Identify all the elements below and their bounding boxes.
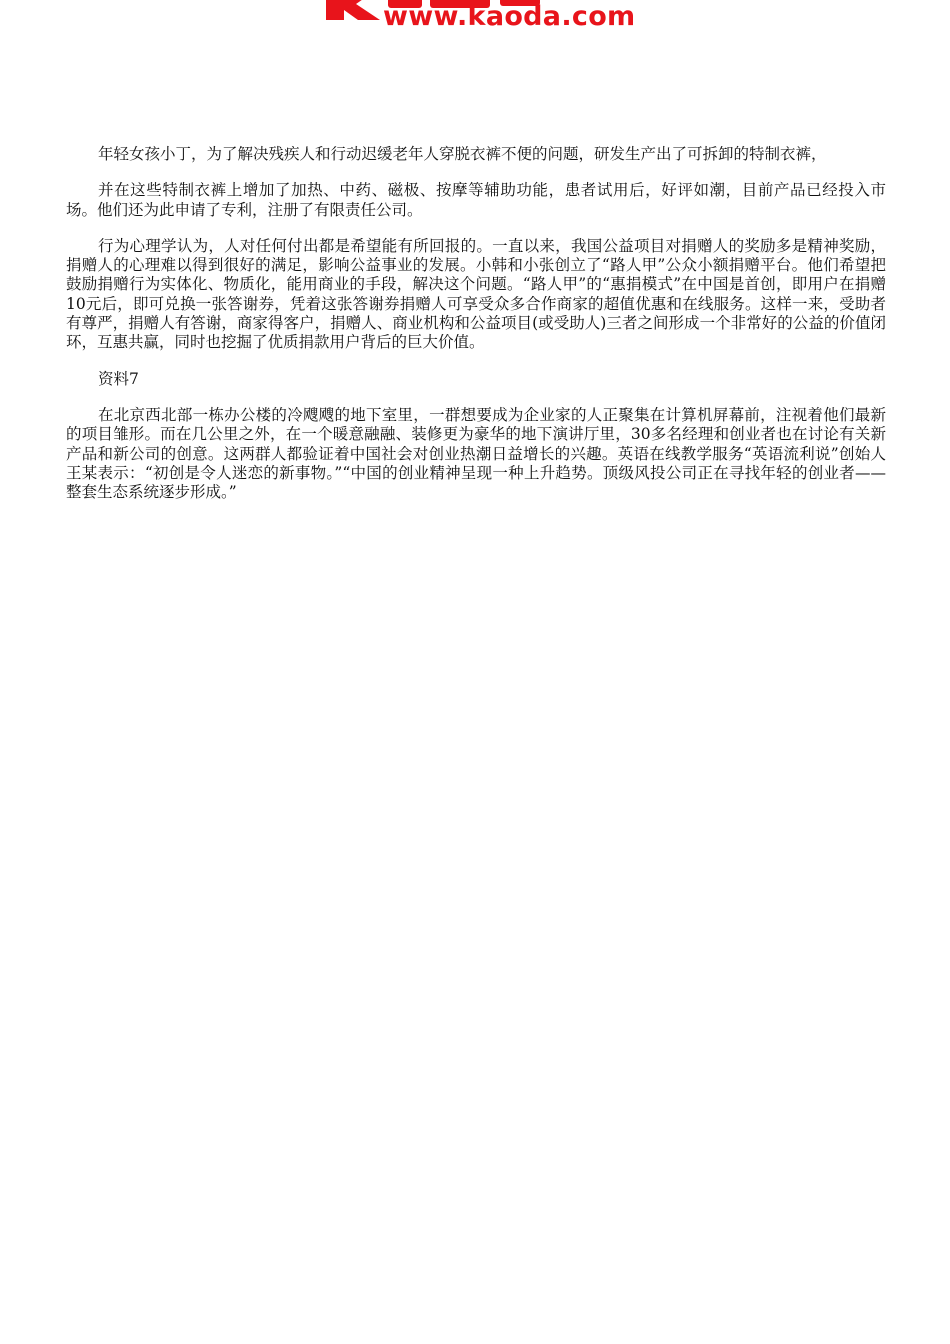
paragraph-2: 并在这些特制衣裤上增加了加热、中药、磁极、按摩等辅助功能，患者试用后，好评如潮，目前产品已经投入市场。他们还为此申请了专利，注册了有限责任公司。 — [66, 181, 886, 219]
logo-url-text[interactable]: www.kaoda.com — [383, 1, 636, 32]
page-header — [0, 0, 950, 40]
kaoda-logo-icon — [322, 0, 382, 20]
document-body — [66, 145, 886, 519]
paragraph-4: 在北京西北部一栋办公楼的冷飕飕的地下室里，一群想要成为企业家的人正聚集在计算机屏幕前，注视着他们最新的项目雏形。而在几公里之外，在一个暖意融融、装修更为豪华的地下演讲厅里，30多名经理和创业者也在讨论有关新产品和新公司的创意。这两群人都验证着中国社会对创业热潮日益增长的兴趣。英语在线教学服务“英语流利说”创始人王某表示：“初创是令人迷恋的新事物。”“中国的创业精神呈现一种上升趋势。顶级风投公司正在寻找年轻的创业者——整套生态系统逐步形成。” — [66, 405, 886, 502]
section-heading-material-7: 资料7 — [98, 369, 139, 388]
paragraph-3: 行为心理学认为，人对任何付出都是希望能有所回报的。一直以来，我国公益项目对捐赠人的奖励多是精神奖励，捐赠人的心理难以得到很好的满足，影响公益事业的发展。小韩和小张创立了“路人甲”公众小额捐赠平台。他们希望把鼓励捐赠行为实体化、物质化，能用商业的手段，解决这个问题。“路人甲”的“惠捐模式”在中国是首创，即用户在捐赠10元后，即可兑换一张答谢券，凭着这张答谢券捐赠人可享受众多合作商家的超值优惠和在线服务。这样一来，受助者有尊严，捐赠人有答谢，商家得客户，捐赠人、商业机构和公益项目(或受助人)三者之间形成一个非常好的公益的价值闭环，互惠共赢，同时也挖掘了优质捐款用户背后的巨大价值。 — [66, 236, 886, 352]
paragraph-1: 年轻女孩小丁，为了解决残疾人和行动迟缓老年人穿脱衣裤不便的问题，研发生产出了可拆卸的特制衣裤， — [98, 145, 827, 163]
